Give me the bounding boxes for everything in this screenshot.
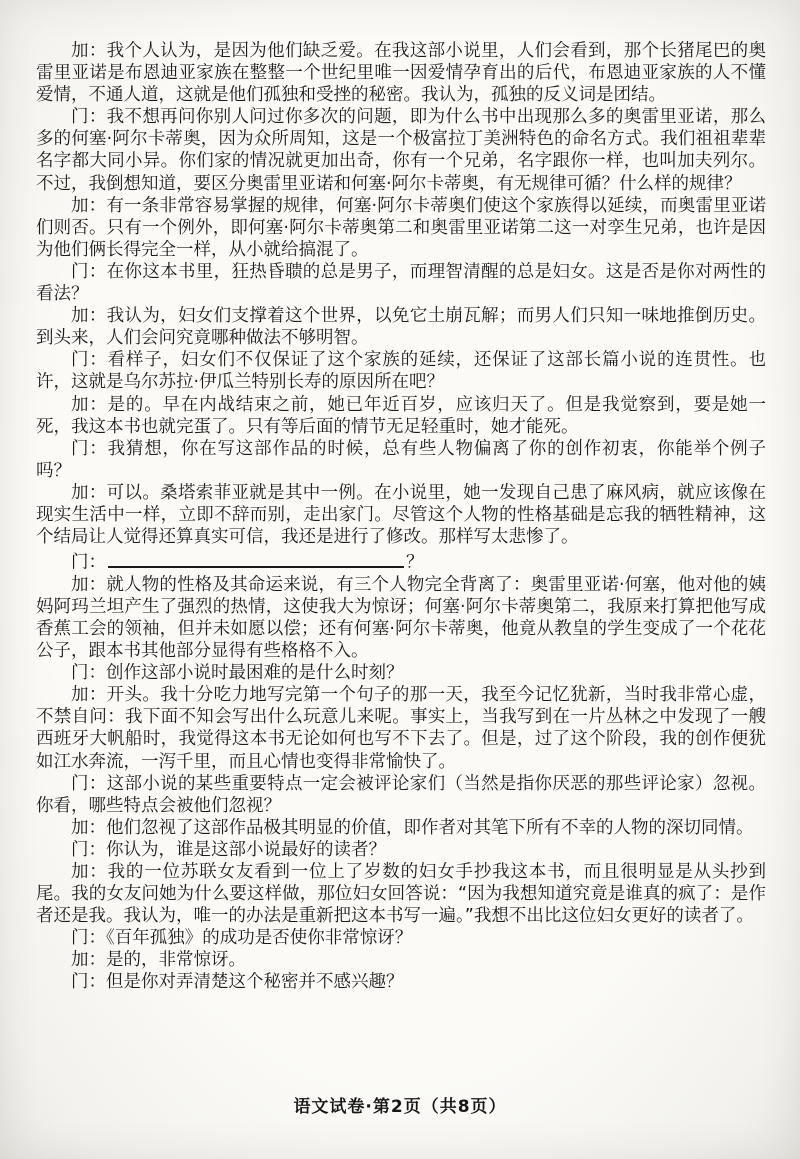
dialogue-paragraph: 加：我认为，妇女们支撑着这个世界，以免它土崩瓦解；而男人们只知一味地推倒历史。到头来，人们会问究竟哪种做法不够明智。 xyxy=(36,306,766,349)
dialogue-paragraph xyxy=(36,548,766,574)
answer-blank-line xyxy=(108,548,404,568)
dialogue-paragraph: 加：是的，非常惊讶。 xyxy=(71,950,246,971)
dialogue-paragraph: 加：我个人认为，是因为他们缺乏爱。在我这部小说里，人们会看到，那个长猪尾巴的奥雷里亚诺是布恩迪亚家族在整整一个世纪里唯一因爱情孕育出的后代，布恩迪亚家族的人不懂爱情，不通人道，这就是他们孤独和受挫的秘密。我认为，孤独的反义词是团结。 xyxy=(36,41,766,106)
dialogue-content xyxy=(36,40,766,994)
dialogue-paragraph: 加：是的。早在内战结束之前，她已年近百岁，应该归天了。但是我觉察到，要是她一死，我这本书也就完蛋了。只有等后面的情节无足轻重时，她才能死。 xyxy=(36,394,766,437)
dialogue-paragraph: 加：有一条非常容易掌握的规律，何塞·阿尔卡蒂奥们使这个家族得以延续，而奥雷里亚诺们则否。只有一个例外，即何塞·阿尔卡蒂奥第二和奥雷里亚诺第二这一对孪生兄弟，也许是因为他们俩长得完全一样，从小就给搞混了。 xyxy=(36,195,766,260)
dialogue-paragraph: 门：创作这部小说时最困难的是什么时刻？ xyxy=(71,663,404,684)
dialogue-paragraph: 门：我猜想，你在写这部作品的时候，总有些人物偏离了你的创作初衷，你能举个例子吗？ xyxy=(36,438,766,481)
page-footer: 语文试卷·第2页（共8页） xyxy=(293,1097,507,1117)
dialogue-paragraph: 加：他们忽视了这部作品极其明显的价值，即作者对其笔下所有不幸的人物的深切同情。 xyxy=(71,817,754,838)
dialogue-paragraph: 加：开头。我十分吃力地写完第一个句子的那一天，我至今记忆犹新，当时我非常心虚，不禁自问：我下面不知会写出什么玩意儿来呢。事实上，当我写到在一片丛林之中发现了一艘西班牙大帆船时，我觉得这本书无论如何也写不下去了。但是，过了这个阶段，我的创作便犹如江水奔流，一泻千里，而且心情也变得非常愉快了。 xyxy=(36,685,766,772)
dialogue-paragraph: 门：《百年孤独》的成功是否使你非常惊讶？ xyxy=(71,928,413,949)
speaker-label: 门： xyxy=(71,552,106,573)
dialogue-paragraph: 门：看样子，妇女们不仅保证了这个家族的延续，还保证了这部长篇小说的连贯性。也许，这就是乌尔苏拉·伊瓜兰特别长寿的原因所在吧？ xyxy=(36,350,766,393)
dialogue-paragraph: 门：我不想再问你别人问过你多次的问题，即为什么书中出现那么多的奥雷里亚诺，那么多的何塞·阿尔卡蒂奥，因为众所周知，这是一个极富拉丁美洲特色的命名方式。我们祖祖辈辈名字都大同小异。你们家的情况就更加出奇，你有一个兄弟，名字跟你一样，也叫加夫列尔。不过，我倒想知道，要区分奥雷里亚诺和何塞·阿尔卡蒂奥，有无规律可循？什么样的规律？ xyxy=(36,107,766,194)
dialogue-paragraph: 加：就人物的性格及其命运来说，有三个人物完全背离了：奥雷里亚诺·何塞，他对他的姨妈阿玛兰坦产生了强烈的热情，这使我大为惊讶；何塞·阿尔卡蒂奥第二，我原来打算把他写成香蕉工会的领袖，但并未如愿以偿；还有何塞·阿尔卡蒂奥，他竟从教皇的学生变成了一个花花公子，跟本书其他部分显得有些格格不入。 xyxy=(36,574,766,662)
dialogue-paragraph: 加：可以。桑塔索菲亚就是其中一例。在小说里，她一发现自己患了麻风病，就应该像在现实生活中一样，立即不辞而别，走出家门。尽管这个人物的性格基础是忘我的牺牲精神，这个结局让人觉得还算真实可信，我还是进行了修改。那样写太悲惨了。 xyxy=(36,482,766,548)
dialogue-paragraph: 门：但是你对弄清楚这个秘密并不感兴趣？ xyxy=(71,972,404,993)
dialogue-paragraph: 加：我的一位苏联女友看到一位上了岁数的妇女手抄我这本书，而且很明显是从头抄到尾。我的女友问她为什么要这样做，那位妇女回答说：“因为我想知道究竟是谁真的疯了：是作者还是我。我认为，唯一的办法是重新把这本书写一遍。”我想不出比这位妇女更好的读者了。 xyxy=(36,861,766,927)
dialogue-paragraph: 门：你认为，谁是这部小说最好的读者？ xyxy=(71,839,386,860)
dialogue-paragraph: 门：这部小说的某些重要特点一定会被评论家们（当然是指你厌恶的那些评论家）忽视。你看，哪些特点会被他们忽视？ xyxy=(36,773,766,816)
dialogue-paragraph: 门：在你这本书里，狂热昏聩的总是男子，而理智清醒的总是妇女。这是否是你对两性的看法？ xyxy=(36,261,766,305)
blank-question-mark: ？ xyxy=(406,552,424,573)
